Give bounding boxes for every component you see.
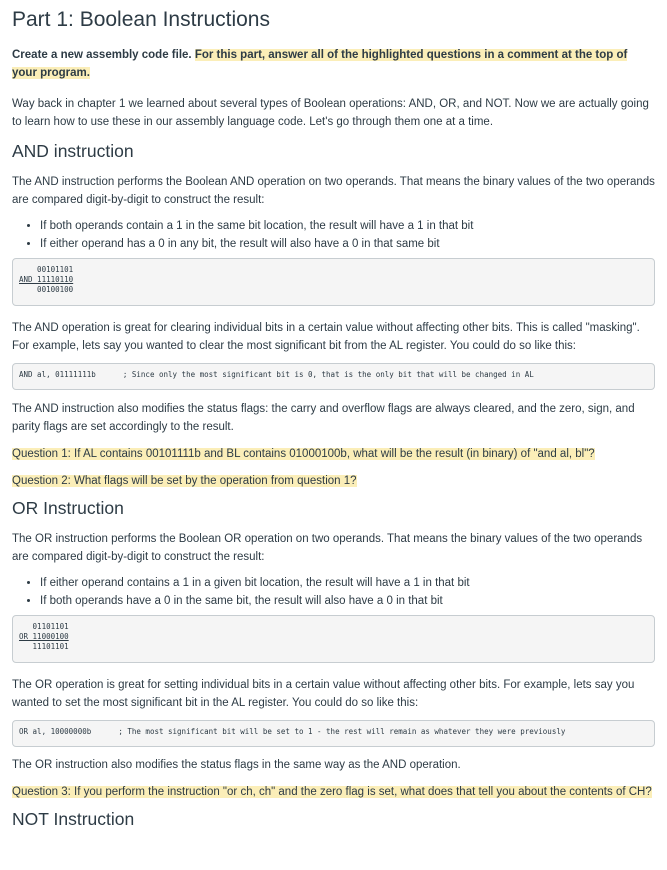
code-line: AND 11110110 <box>19 275 74 284</box>
question-1-text: Question 1: If AL contains 00101111b and BL contains 01000100b, what will be the result (in binary) of "and al, bl"? <box>12 448 595 460</box>
or-rules-list <box>12 574 655 610</box>
or-paragraph-3: The OR instruction also modifies the status flags in the same way as the AND operation. <box>12 759 461 771</box>
and-paragraph-3: The AND instruction also modifies the status flags: the carry and overflow flags are always cleared, and the zero, sign, and parity flags are set accordingly to the result. <box>12 403 635 433</box>
code-line: 01101101 <box>19 622 69 631</box>
list-item: • If either operand contains a 1 in a given bit location, the result will have a 1 in that bit <box>40 574 655 592</box>
code-line: AND al, 01111111b ; Since only the most significant bit is 0, that is the only bit that will be changed in AL <box>19 370 534 379</box>
question-2 <box>12 472 655 490</box>
list-item: • If both operands have a 0 in the same bit, the result will also have a 0 in that bit <box>40 592 655 610</box>
intro-lead <box>12 46 655 82</box>
code-line: 11101101 <box>19 642 69 651</box>
not-heading: NOT Instruction <box>12 809 135 829</box>
list-item: • If either operand has a 0 in any bit, the result will also have a 0 in that same bit <box>40 235 655 253</box>
list-item: • If both operands contain a 1 in the same bit location, the result will have a 1 in that bit <box>40 217 655 235</box>
code-line: OR 11000100 <box>19 632 69 641</box>
code-line: 00100100 <box>19 285 74 294</box>
intro-lead-highlight: For this part, answer all of the highlighted questions in a comment at the top of your program. <box>12 49 628 79</box>
or-paragraph-1: The OR instruction performs the Boolean OR operation on two operands. That means the binary values of the two operands are compared digit-by-digit to construct the result: <box>12 533 643 563</box>
and-example-code-block <box>12 363 655 390</box>
question-1 <box>12 445 655 463</box>
intro-paragraph: Way back in chapter 1 we learned about several types of Boolean operations: AND, OR, and NOT. Now we are actually going to learn how to use these in our assembly language code. Let's go through them one at a time. <box>12 98 649 128</box>
or-example-code-block <box>12 720 655 747</box>
page-title: Part 1: Boolean Instructions <box>12 8 270 31</box>
question-3 <box>12 783 655 801</box>
and-truth-code-block <box>12 258 655 306</box>
and-paragraph-2: The AND operation is great for clearing individual bits in a certain value without affecting other bits. This is called "masking". For example, lets say you wanted to clear the most significant bit from the AL register. You could do so like this: <box>12 322 640 352</box>
intro-lead-bold: Create a new assembly code file. <box>12 49 192 61</box>
or-paragraph-2: The OR operation is great for setting individual bits in a certain value without affecting other bits. For example, lets say you wanted to set the most significant bit in the AL register. You could do so like this: <box>12 679 635 709</box>
or-truth-code-block <box>12 615 655 663</box>
page-content <box>0 6 667 831</box>
code-line: 00101101 <box>19 265 74 274</box>
question-2-text: Question 2: What flags will be set by the operation from question 1? <box>12 475 357 487</box>
and-paragraph-1: The AND instruction performs the Boolean AND operation on two operands. That means the binary values of the two operands are compared digit-by-digit to construct the result: <box>12 176 655 206</box>
and-rules-list <box>12 217 655 253</box>
and-heading: AND instruction <box>12 141 134 161</box>
or-heading: OR Instruction <box>12 498 124 518</box>
code-line: OR al, 10000000b ; The most significant bit will be set to 1 - the rest will remain as whatever they were previously <box>19 727 566 736</box>
question-3-text: Question 3: If you perform the instruction "or ch, ch" and the zero flag is set, what does that tell you about the contents of CH? <box>12 786 652 798</box>
